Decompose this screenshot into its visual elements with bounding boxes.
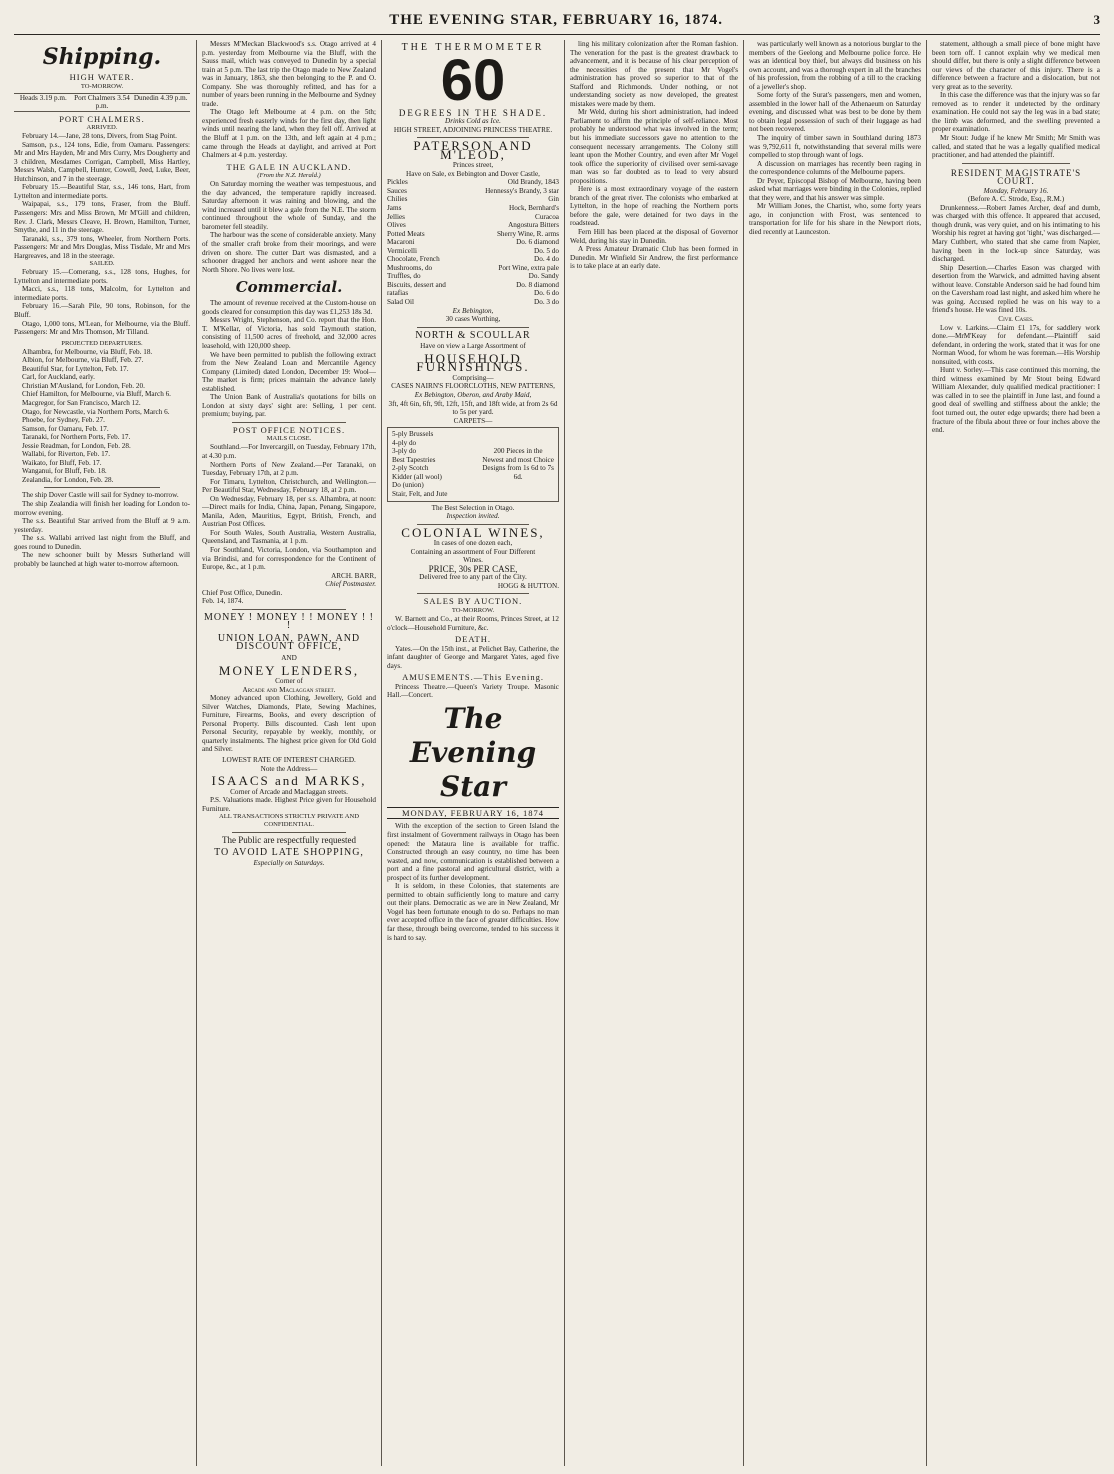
projected-heading: PROJECTED DEPARTURES. <box>61 339 143 347</box>
gale-paragraph: On Saturday morning the weather was tempestuous, and the day advanced, the temperature rapidly increased. Saturday afternoon it was raining and blowing, and the wind increased until it blew a gale from the N.E. The storm continued throughout the whole of Sunday, and the barometer fell steadily. <box>202 180 376 231</box>
sales-heading: SALES BY AUCTION. <box>423 596 523 607</box>
arrival-entry: Taranaki, s.s., 379 tons, Wheeler, from Northern Ports. Passengers: Mr and Mrs Douglas, Miss Tisdale, Mr and Mrs Hargreaves, and 18 in the steerage. <box>14 234 190 260</box>
leader-paragraph: It is seldom, in these Colonies, that statements are permitted to obtain sufficiently long to mature and carry out their plans. Democratic as we are in New Zealand, Mr Vogel has been fortunate enough to do so. Perhaps no man ever accepted office in the face of greater difficulties. How far these, through being overcome, tended to his success it is hard to say. <box>387 882 559 942</box>
body-paragraph: Some forty of the Surat's passengers, men and women, assembled in the lower hall of the Athenaeum on Saturday evening, and discussed what was best to be done by them to obtain legal possession of such of their luggage as had not been recovered. <box>749 91 921 134</box>
departure-entry: Alhambra, for Melbourne, via Bluff, Feb. 18. <box>22 347 153 356</box>
divider <box>232 422 346 423</box>
column-five <box>749 40 921 1466</box>
court-magistrate: (Before A. C. Strode, Esq., R.M.) <box>967 195 1065 204</box>
corner-label: Corner of <box>275 677 303 686</box>
isaacs-address: Corner of Arcade and Maclaggan streets. <box>230 787 348 796</box>
body-paragraph: The inquiry of timber sawn in Southland during 1873 was 9,792,611 ft, notwithstanding that several mills were compelled to stop through want of logs. <box>749 134 921 160</box>
departure-entry: Wanganui, for Bluff, Feb. 18. <box>22 467 107 476</box>
court-case: Ship Desertion.—Charles Eason was charged with desertion from the Warwick, and admitted having absent without leave. Constable Anderson said he had found him on the Caversham road last night, and asked him where he was going. Accused replied he was on his way to a friend's house. He was fined 10s. <box>932 263 1100 315</box>
goods-item: Potted Meats <box>387 229 425 238</box>
postmaster-title: Chief Postmaster. <box>325 580 376 589</box>
port-heading: PORT CHALMERS. <box>59 113 145 124</box>
valuations-note: P.S. Valuations made. Highest Price given for Household Furniture. <box>202 796 376 813</box>
body-paragraph: Mr Stout: Judge if he knew Mr Smith; Mr Smith was called, and stated that he was a legally qualified medical practitioner, and had attended the plaintiff. <box>932 134 1100 160</box>
money-ad-body: Money advanced upon Clothing, Jewellery, Gold and Silver Watches, Diamonds, Plate, Sewing Machines, Furniture, Firearms, Books, and every description of Personal Property. Bills discounted. Cash lent upon Personal Security, repayable by weekly, monthly, or quarterly instalments. The highest price given for Old Gold and Silver. <box>202 694 376 754</box>
arrival-entry: February 14.—Jane, 28 tons, Divers, from Stag Point. <box>22 132 177 141</box>
departure-entry: Samson, for Oamaru, Feb. 17. <box>22 424 109 433</box>
money-lenders-heading: MONEY LENDERS, <box>218 662 360 678</box>
post-notice: For South Wales, South Australia, Western Australia, Queensland, and Tasmania, at 1 p.m. <box>202 528 376 546</box>
saturdays-note: Especially on Saturdays. <box>253 859 325 868</box>
carpets-heading: CARPETS— <box>453 416 493 425</box>
news-paragraph: Messrs M'Meckan Blackwood's s.s. Otago arrived at 4 p.m. yesterday from Melbourne via the Bluff, with the Sauss mail, which was conveyed to Dunedin by a special train at 5 p.m. The last trip the Otago made to New Zealand was in January, 1863, she then belonging to the P. and O. Company. She was thoroughly refitted, and has for a number of years been running in the Melbourne and Sydney trade. <box>202 40 376 108</box>
court-heading: RESIDENT MAGISTRATE'S COURT. <box>950 167 1082 187</box>
body-paragraph: Fern Hill has been placed at the disposal of Governor Weld, during his stay in Dunedin. <box>570 228 738 245</box>
carpets-list <box>392 430 478 498</box>
sailed-heading: SAILED. <box>89 260 115 268</box>
high-street-address: HIGH STREET, ADJOINING PRINCESS THEATRE. <box>393 125 553 134</box>
confidential-note: ALL TRANSACTIONS STRICTLY PRIVATE AND CONFIDENTIAL. <box>218 813 359 829</box>
floorcloths-widths: 3ft, 4ft 6in, 6ft, 9ft, 12ft, 15ft, and 18ft wide, at from 2s 6d to 5s per yard. <box>388 399 558 417</box>
goods-item: Do. 8 diamond <box>516 280 559 289</box>
death-notice: Yates.—On the 15th inst., at Pelichet Bay, Catherine, the infant daughter of George and Margaret Yates, aged five days. <box>387 644 559 670</box>
departure-entry: Chief Hamilton, for Melbourne, via Bluff, March 6. <box>22 390 171 399</box>
carpet-item: Do (union) <box>392 481 424 490</box>
goods-item: Truffles, do <box>387 272 421 281</box>
colonial-assortment: Containing an assortment of Four Different <box>410 547 536 556</box>
drinks-note: Drinks Cold as Ice. <box>445 117 501 126</box>
column-rule <box>381 40 382 1466</box>
sailing-entry: February 16.—Sarah Pile, 90 tons, Robinson, for the Bluff. <box>14 302 190 320</box>
goods-item: Old Brandy, 1843 <box>507 178 559 187</box>
post-notice: For Southland, Victoria, London, via Southampton and via Brindisi, and for correspondence for the Continent of Europe, &c., at 1 p.m. <box>202 545 376 572</box>
and-label: AND <box>281 654 297 662</box>
goods-item: Sauces <box>387 186 407 195</box>
inspection-invited: Inspection invited. <box>446 512 500 521</box>
delivered-free: Delivered free to any part of the City. <box>419 573 527 582</box>
shipping-news: The ship Dover Castle will sail for Sydney to-morrow. <box>22 491 179 500</box>
carpet-item: 4-ply do <box>392 438 417 447</box>
post-office-date: Feb. 14, 1874. <box>202 597 244 606</box>
sailing-entry: Otago, 1,000 tons, M'Lean, for Melbourne, via the Bluff. Passengers: Mr and Mrs Thomson, Mr Tilland. <box>14 319 190 337</box>
body-paragraph: A Press Amateur Dramatic Club has been formed in Dunedin. Mr Winfield Sir Andrew, the first performance is to take place at an early date. <box>570 245 738 271</box>
goods-item: Olives <box>387 221 406 230</box>
civil-cases-heading: Civil Cases. <box>998 314 1034 323</box>
goods-item: Gin <box>548 195 559 204</box>
sales-tomorrow: TO-MORROW. <box>451 606 495 614</box>
north-scoullar: NORTH & SCOULLAR <box>415 329 531 341</box>
postmaster-name: ARCH. BARR, <box>331 571 376 580</box>
isaacs-marks: ISAACS and MARKS, <box>211 773 367 789</box>
goods-item: ratafias <box>387 289 409 298</box>
departure-entry: Otago, for Newcastle, via Northern Ports, March 6. <box>22 407 170 416</box>
thermometer-heading: THE THERMOMETER <box>401 42 545 53</box>
ex-bebington: Ex Bebington, <box>452 306 494 315</box>
tide-dunedin: Dunedin 4.39 p.m. <box>133 93 188 102</box>
wine-price: PRICE, 30s PER CASE, <box>428 563 518 574</box>
goods-item: Angostura Bitters <box>508 221 559 230</box>
divider <box>417 327 529 328</box>
arrival-entry: February 15.—Beautiful Star, s.s., 146 tons, Hart, from Lyttelton and intermediate ports. <box>14 183 190 200</box>
sales-entry: W. Barnett and Co., at their Rooms, Princes Street, at 12 o'clock—Household Furniture, &c. <box>387 614 559 632</box>
goods-item: Hock, Bernhard's <box>509 204 559 213</box>
shipping-news: The s.s. Beautiful Star arrived from the Bluff at 9 a.m. yesterday. <box>14 517 190 534</box>
dateline: MONDAY, FEBRUARY 16, 1874 <box>387 807 559 820</box>
princes-street: Princes street, <box>452 161 494 170</box>
court-case: Drunkenness.—Robert James Archer, deaf and dumb, was charged with this offence. It appeared that accused, though drunk, was very quiet, and on his intimating to his Worship his regret at having got 'tight,' was discharged.—Mary Cuthbert, who stated that she came from Napier, having been in the lock-up since Saturday, was discharged. <box>932 203 1100 264</box>
post-notice: For Timaru, Lyttelton, Christchurch, and Wellington.—Per Beautiful Star, Wednesday, February 18, at 2 p.m. <box>202 477 376 495</box>
shipping-news: The ship Zealandia will finish her loading for London to-morrow evening. <box>14 499 190 517</box>
goods-item: Port Wine, extra pale <box>498 263 559 272</box>
masthead-spacer <box>14 12 19 29</box>
shipping-news: The s.s. Wallabi arrived last night from the Bluff, and goes round to Dunedin. <box>14 534 190 551</box>
goods-item: Vermicelli <box>387 246 417 255</box>
money-ad-banner: MONEY ! MONEY ! ! MONEY ! ! ! <box>203 611 375 632</box>
colonial-cases: In cases of one dozen each, <box>433 539 513 548</box>
departure-entry: Beautiful Star, for Lyttelton, Feb. 17. <box>22 364 129 373</box>
departure-entry: Albion, for Melbourne, via Bluff, Feb. 27. <box>22 356 144 365</box>
goods-item: Do. 6 diamond <box>516 238 559 247</box>
commercial-heading: Commercial. <box>235 278 343 297</box>
gale-source: (From the N.Z. Herald.) <box>257 172 321 180</box>
divider <box>962 163 1070 164</box>
court-case: Low v. Larkins.—Claim £1 17s, for saddlery work done.—MrM'Keay for defendant.—Plaintiff said defendant, in ordering the work, stated that it was for one Norman Wood, for whom he was foreman.—His Worship nonsuited, with costs. <box>932 323 1100 366</box>
departure-entry: Jessie Readman, for London, Feb. 28. <box>22 441 131 450</box>
tomorrow-label: TO-MORROW. <box>80 82 124 90</box>
mails-close-label: MAILS CLOSE. <box>266 435 312 443</box>
commercial-paragraph: We have been permitted to publish the following extract from the New Zealand Loan and Mercantile Agency Company (Limited) dated London, December 19: Wool—The market is firm; prices maintain the advance lately established. <box>202 350 376 393</box>
best-selection: The Best Selection in Otago. <box>431 503 515 512</box>
departure-entry: Phoebe, for Sydney, Feb. 27. <box>22 416 105 425</box>
amusements-heading: AMUSEMENTS.—This Evening. <box>402 672 544 683</box>
body-paragraph: In this case the difference was that the injury was so far removed as to render it undetected by the ordinary examination. He could not say the leg was in a bad state; the limb was deformed, and the swelling prevented a proper examination. <box>932 91 1100 134</box>
column-three <box>387 40 559 1466</box>
household-furnishings: HOUSEHOLD FURNISHINGS. <box>416 350 530 375</box>
news-paragraph: The Otago left Melbourne at 4 p.m. on the 5th; experienced fresh easterly winds for the first day, then light winds until nearing the land, when they fell off. Arrived at the Bluff at 1 p.m. on the 13th, and left again at 4 p.m.; came through the Heads at daylight, and arrived at Port Chalmers at 4 p.m. yesterday. <box>202 108 376 160</box>
goods-item: Do. 5 do <box>534 246 559 255</box>
north-have-on-view: Have on view a Large Assortment of <box>420 342 526 351</box>
post-notice: Southland.—For Invercargill, on Tuesday, February 17th, at 4.30 p.m. <box>202 443 376 460</box>
body-paragraph: statement, although a small piece of bone might have been torn off. I cannot explain why we medical men should differ, but there is only a slight difference between our views of the character of this injury. There is a difference between a fracture and a dislocation, but not very great as to the severity. <box>932 40 1100 91</box>
floorcloths-source: Ex Bebington, Oberon, and Araby Maid, <box>414 390 532 399</box>
gale-paragraph: The harbour was the scene of considerable anxiety. Many of the smaller craft broke from their moorings, and were driven on shore. The cutter Dart was dismasted, and a schooner dragged her anchors and went ashore near the North Shore. No lives were lost. <box>202 231 376 274</box>
departure-entry: Carl, for Auckland, early. <box>22 373 95 382</box>
thermometer-value: 60 <box>440 47 506 113</box>
tide-port-chalmers: Port Chalmers 3.54 p.m. <box>74 93 130 111</box>
goods-item: Do. Sandy <box>528 272 559 281</box>
carpets-table <box>387 427 559 501</box>
goods-item: Do. 6 do <box>534 289 559 298</box>
page-number: 3 <box>1093 12 1100 27</box>
colonial-wines: COLONIAL WINES, <box>401 524 545 540</box>
body-paragraph: Mr William Jones, the Chartist, who, some forty years ago, in conjunction with Frost, was sentenced to transportation for life for his share in the Newport riots, died recently at Launceston. <box>749 202 921 237</box>
carpet-item: Stair, Felt, and Jute <box>392 489 448 498</box>
avoid-late-shopping: TO AVOID LATE SHOPPING, <box>214 846 364 858</box>
goods-item: Do. 4 do <box>534 255 559 264</box>
carpet-item: 2-ply Scotch <box>392 464 429 473</box>
comprising-label: Comprising— <box>452 373 494 382</box>
cases-worthing: 30 cases Worthing, <box>445 315 501 324</box>
leader-paragraph: With the exception of the section to Green Island the first instalment of Government railways in Otago has been opened: the Mataura line is available for traffic. Constructed through an easy country, no time has been wasted, and now, communication is established between a port and a fine pastoral and agricultural district, with a prospect of its further development. <box>387 822 559 882</box>
body-paragraph: Here is a most extraordinary voyage of the eastern branch of the great river. The colonists who embarked at Lyttelton, in the hope of reaching the Northern ports before the gale, were detained for two days in the roadstead. <box>570 185 738 228</box>
goods-item: Macaroni <box>387 238 415 247</box>
column-six <box>932 40 1100 1466</box>
gale-heading: THE GALE IN AUCKLAND. <box>226 161 352 172</box>
sailing-entry: Macci, s.s., 118 tons, Malcolm, for Lyttelton and intermediate ports. <box>14 285 190 302</box>
body-paragraph: Mr Weld, during his short administration, had indeed Parliament to affirm the principle of self-reliance. Most probably he understood what was involved in the term; but his immediate successors gave no attention to the consequent necessary arrangements. The Colony still leant upon the Mother Country, and even after Mr Vogel took office the superiority of civilised over semi-savage man was so far doubted as to lead to very absurd propositions. <box>570 108 738 185</box>
union-office-heading: UNION LOAN, PAWN, AND DISCOUNT OFFICE, <box>217 632 361 653</box>
note-address: Note the Address— <box>260 764 318 773</box>
divider <box>232 832 346 833</box>
goods-item: Sherry Wine, R. arms <box>496 229 559 238</box>
departure-entry: Zealandia, for London, Feb. 28. <box>22 475 114 484</box>
goods-item: Hennessy's Brandy, 3 star <box>485 186 559 195</box>
goods-item: Salad Oil <box>387 298 414 307</box>
wines-label: Wines. <box>463 556 483 565</box>
masthead <box>14 6 1100 35</box>
court-date: Monday, February 16. <box>983 186 1049 195</box>
amusements-list: Princess Theatre.—Queen's Variety Troupe. Masonic Hall.—Concert. <box>387 682 559 700</box>
goods-item: Chocolate, French <box>387 255 440 264</box>
hogg-hutton: HOGG & HUTTON. <box>497 581 559 590</box>
corner-address: Arcade and Maclaggan street. <box>242 685 336 694</box>
goods-item: Jellies <box>387 212 405 221</box>
post-office-location: Chief Post Office, Dunedin. <box>202 588 283 597</box>
carpet-item: Best Tapestries <box>392 455 436 464</box>
column-two <box>202 40 376 1466</box>
carpet-item: 5-ply Brussels <box>392 430 434 439</box>
goods-item: Do. 3 do <box>534 298 559 307</box>
body-paragraph: A discussion on marriages has recently been raging in the correspondence columns of the Melbourne papers. <box>749 159 921 177</box>
goods-item: Biscuits, dessert and <box>387 280 446 289</box>
masthead-title: THE EVENING STAR, FEBRUARY 16, 1874. <box>389 11 724 28</box>
newspaper-flag: The Evening Star <box>409 701 537 803</box>
commercial-paragraph: The amount of revenue received at the Custom-house on goods cleared for consumption this day was £1,253 18s 3d. <box>202 299 376 316</box>
degrees-shade: DEGREES IN THE SHADE. <box>398 107 548 118</box>
commercial-paragraph: The Union Bank of Australia's quotations for bills on London at sixty days' sight are: Selling, 1 per cent. premium; buying, par. <box>202 393 376 419</box>
carpet-item: Kidder (all wool) <box>392 472 442 481</box>
body-paragraph: was particularly well known as a notorious burglar to the members of the Geelong and Melbourne police force. He was an identical boy thief, but always did business on his own account, and was a thorough expert in all the branches of his profession, from the robbing of a till to the cracking of a jeweller's shop. <box>749 40 921 91</box>
post-notice: On Wednesday, February 18, per s.s. Alhambra, at noon:—Direct mails for India, China, Japan, Penang, Singapore, Manila, Aden, Mauritius, Egypt, British, French, and Austrian Post Offices. <box>202 494 376 529</box>
carpet-item: 3-ply do <box>392 447 417 456</box>
post-office-heading: POST OFFICE NOTICES. <box>232 424 346 435</box>
shipping-news: The new schooner built by Messrs Sutherland will probably be launched at high water to-morrow afternoon. <box>14 551 190 568</box>
death-heading: DEATH. <box>455 634 491 645</box>
arrival-entry: Samson, p.s., 124 tons, Edie, from Oamaru. Passengers: Mr and Mrs Hayden, Mr and Mrs Curry, Mrs Dougherty and 3 children, Mesdames Corrigan, Campbell, Miss Hartley, Messrs Walsh, Campbell, Hunter, Cowell, Jeed, Luke, Beer, Hutchinson, and 7 in the steerage. <box>14 140 190 183</box>
goods-item: Pickles <box>387 178 408 187</box>
column-rule <box>564 40 565 1466</box>
column-rule <box>743 40 744 1466</box>
shipping-heading: Shipping. <box>42 44 162 70</box>
have-on-sale: Have on Sale, ex Bebington and Dover Castle, <box>406 169 540 178</box>
departure-entry: Wallabi, for Riverton, Feb. 17. <box>22 450 111 459</box>
column-rule <box>926 40 927 1466</box>
goods-item: Mushrooms, do <box>387 263 433 272</box>
commercial-paragraph: Messrs Wright, Stephenson, and Co. report that the Hon. T. M'Kellar, of Victoria, has sold Taymouth station, consisting of 11,500 acres of freehold, and 32,000 acres leasehold, with 120,000 sheep. <box>202 316 376 350</box>
goods-item: Curacoa <box>535 212 559 221</box>
column-shipping <box>14 40 190 1466</box>
court-case: Hunt v. Sorley.—This case continued this morning, the third witness examined by Mr Stout being Edward William Alexander, duly qualified medical practitioner: I was called in to see the plaintiff in June last, and found a good deal of swelling and stiffness about the ankle; the foot turned out, the outer edge upwards; there had been a fracture of the fibula about three or four inches above the end. <box>932 366 1100 435</box>
departure-entry: Christian M'Ausland, for London, Feb. 20. <box>22 381 145 390</box>
departure-entry: Macgregor, for San Francisco, March 12. <box>22 398 141 407</box>
public-request: The Public are respectfully requested <box>222 835 356 846</box>
column-rule <box>196 40 197 1466</box>
arrived-heading: ARRIVED. <box>86 124 118 132</box>
arrival-entry: Waipapai, s.s., 179 tons, Fraser, from the Bluff. Passengers: Mrs and Miss Brown, Mr M'Gill and children, Rev. J. Clark, Messrs Cleave, H. Brown, Hamilton, Turner, Smythe, and 11 in the steerage. <box>14 200 190 235</box>
paterson-mleod: PATERSON AND M'LEOD, <box>413 138 533 162</box>
tide-heads: Heads 3.19 p.m. <box>19 93 67 102</box>
departure-entry: Waikato, for Bluff, Feb. 17. <box>22 458 102 467</box>
goods-item: Jams <box>387 204 402 213</box>
departure-entry: Taranaki, for Northern Ports, Feb. 17. <box>22 433 131 442</box>
sailing-entry: February 15.—Comerang, s.s., 128 tons, Hughes, for Lyttelton and intermediate ports. <box>14 268 190 285</box>
goods-list <box>387 178 559 306</box>
high-water-heading: HIGH WATER. <box>69 72 135 82</box>
divider <box>44 487 160 488</box>
tide-table <box>14 93 190 112</box>
lowest-rate: LOWEST RATE OF INTEREST CHARGED. <box>222 756 356 765</box>
divider <box>417 593 529 594</box>
body-paragraph: ling his military colonization after the Roman fashion. The veneration for the past is the greatest drawback to advancement, and it is because of his clear perception of the necessities of the present that Mr Vogel's administration has proved so superior to that of the Stafford and Richmonds. Under nothing, or not understanding society as now developed, the greatest mistakes were made by them. <box>570 40 738 108</box>
carpets-note: 200 Pieces in the Newest and most Choice Designs from 1s 6d to 7s 6d. <box>482 447 554 481</box>
floorcloths-heading: CASES NAIRN'S FLOORCLOTHS, NEW PATTERNS, <box>391 382 555 391</box>
divider <box>232 609 346 610</box>
post-notice: Northern Ports of New Zealand.—Per Taranaki, on Tuesday, February 17th, at 2 p.m. <box>202 460 376 478</box>
body-paragraph: Dr Peyer, Episcopal Bishop of Melbourne, having been asked what marriages were binding in the Colonies, replied that they were, and that his answer was simple. <box>749 176 921 202</box>
column-four <box>570 40 738 1466</box>
goods-item: Chilies <box>387 195 408 204</box>
